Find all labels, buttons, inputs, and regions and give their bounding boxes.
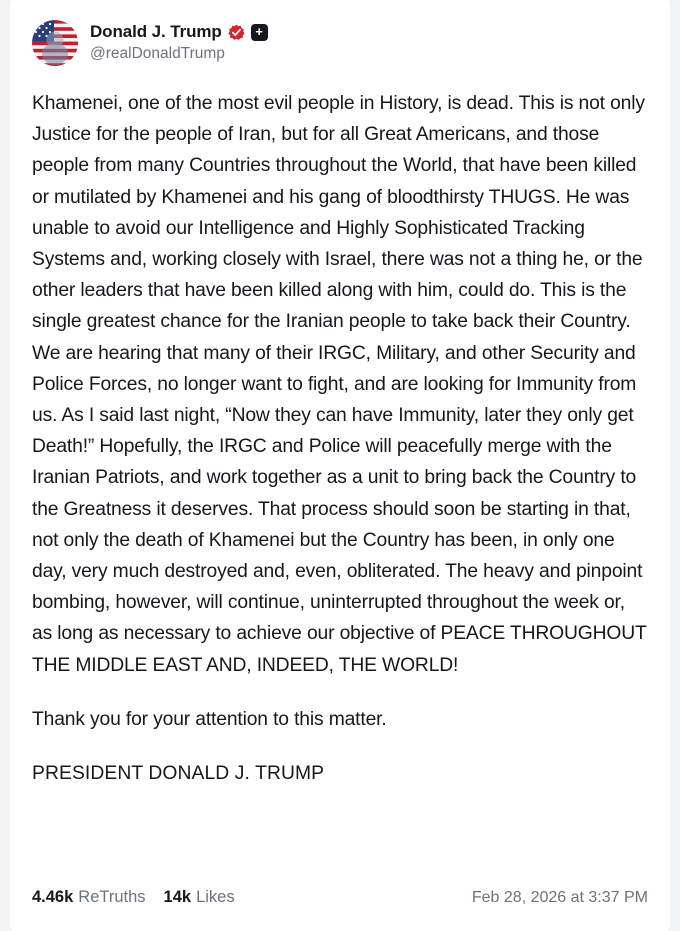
post-paragraph: Khamenei, one of the most evil people in History, is dead. This is not only Justice for the people of Iran, but for all Great Americans, and those people from many Countries throughout the World, that have been killed or mutilated by Khamenei and his gang of bloodthirsty THUGS. He was unable to avoid our Intelligence and Highly Sophisticated Tracking Systems and, working closely with Israel, there was not a thing he, or the other leaders that have been killed along with him, could do. This is the single greatest chance for the Iranian people to take back their Country. We are hearing that many of their IRGC, Military, and other Security and Police Forces, no longer want to fight, and are looking for Immunity from us. As I said last night, “Now they can have Immunity, later they only get Death!” Hopefully, the IRGC and Police will peacefully merge with the Iranian Patriots, and work together as a unit to bring back the Country to the Greatness it deserves. That process should soon be starting in that, not only the death of Khamenei but the Country has been, in only one day, very much destroyed and, even, obliterated. The heavy and pinpoint bombing, however, will continue, uninterrupted throughout the week or, as long as necessary to achieve our objective of PEACE THROUGHOUT THE MIDDLE EAST AND, INDEED, THE WORLD!: [32, 93, 647, 676]
post-card: [10, 0, 670, 931]
post-timestamp: Feb 28, 2026 at 3:37 PM: [471, 888, 648, 906]
retruths-count: 4.46k: [32, 888, 74, 906]
post-stats: [32, 888, 235, 907]
author-display-name: Donald J. Trump: [90, 22, 222, 41]
plus-badge-icon: +: [251, 24, 268, 41]
retruths-label: ReTruths: [78, 888, 146, 906]
verified-check-icon: [228, 24, 245, 41]
post-header: [28, 18, 652, 66]
retruths-stat[interactable]: [32, 888, 146, 907]
author-names: [90, 20, 268, 63]
likes-label: Likes: [196, 888, 235, 906]
us-flag-avatar-icon: [32, 20, 78, 66]
post-paragraph: Thank you for your attention to this matter.: [32, 708, 387, 730]
author-handle[interactable]: @realDonaldTrump: [90, 45, 225, 62]
likes-stat[interactable]: [164, 888, 235, 907]
name-row: [90, 22, 268, 42]
post-body: [28, 88, 652, 789]
post-footer: [32, 888, 648, 907]
post-signature: PRESIDENT DONALD J. TRUMP: [32, 763, 325, 785]
likes-count: 14k: [163, 888, 192, 906]
avatar[interactable]: [32, 20, 78, 66]
